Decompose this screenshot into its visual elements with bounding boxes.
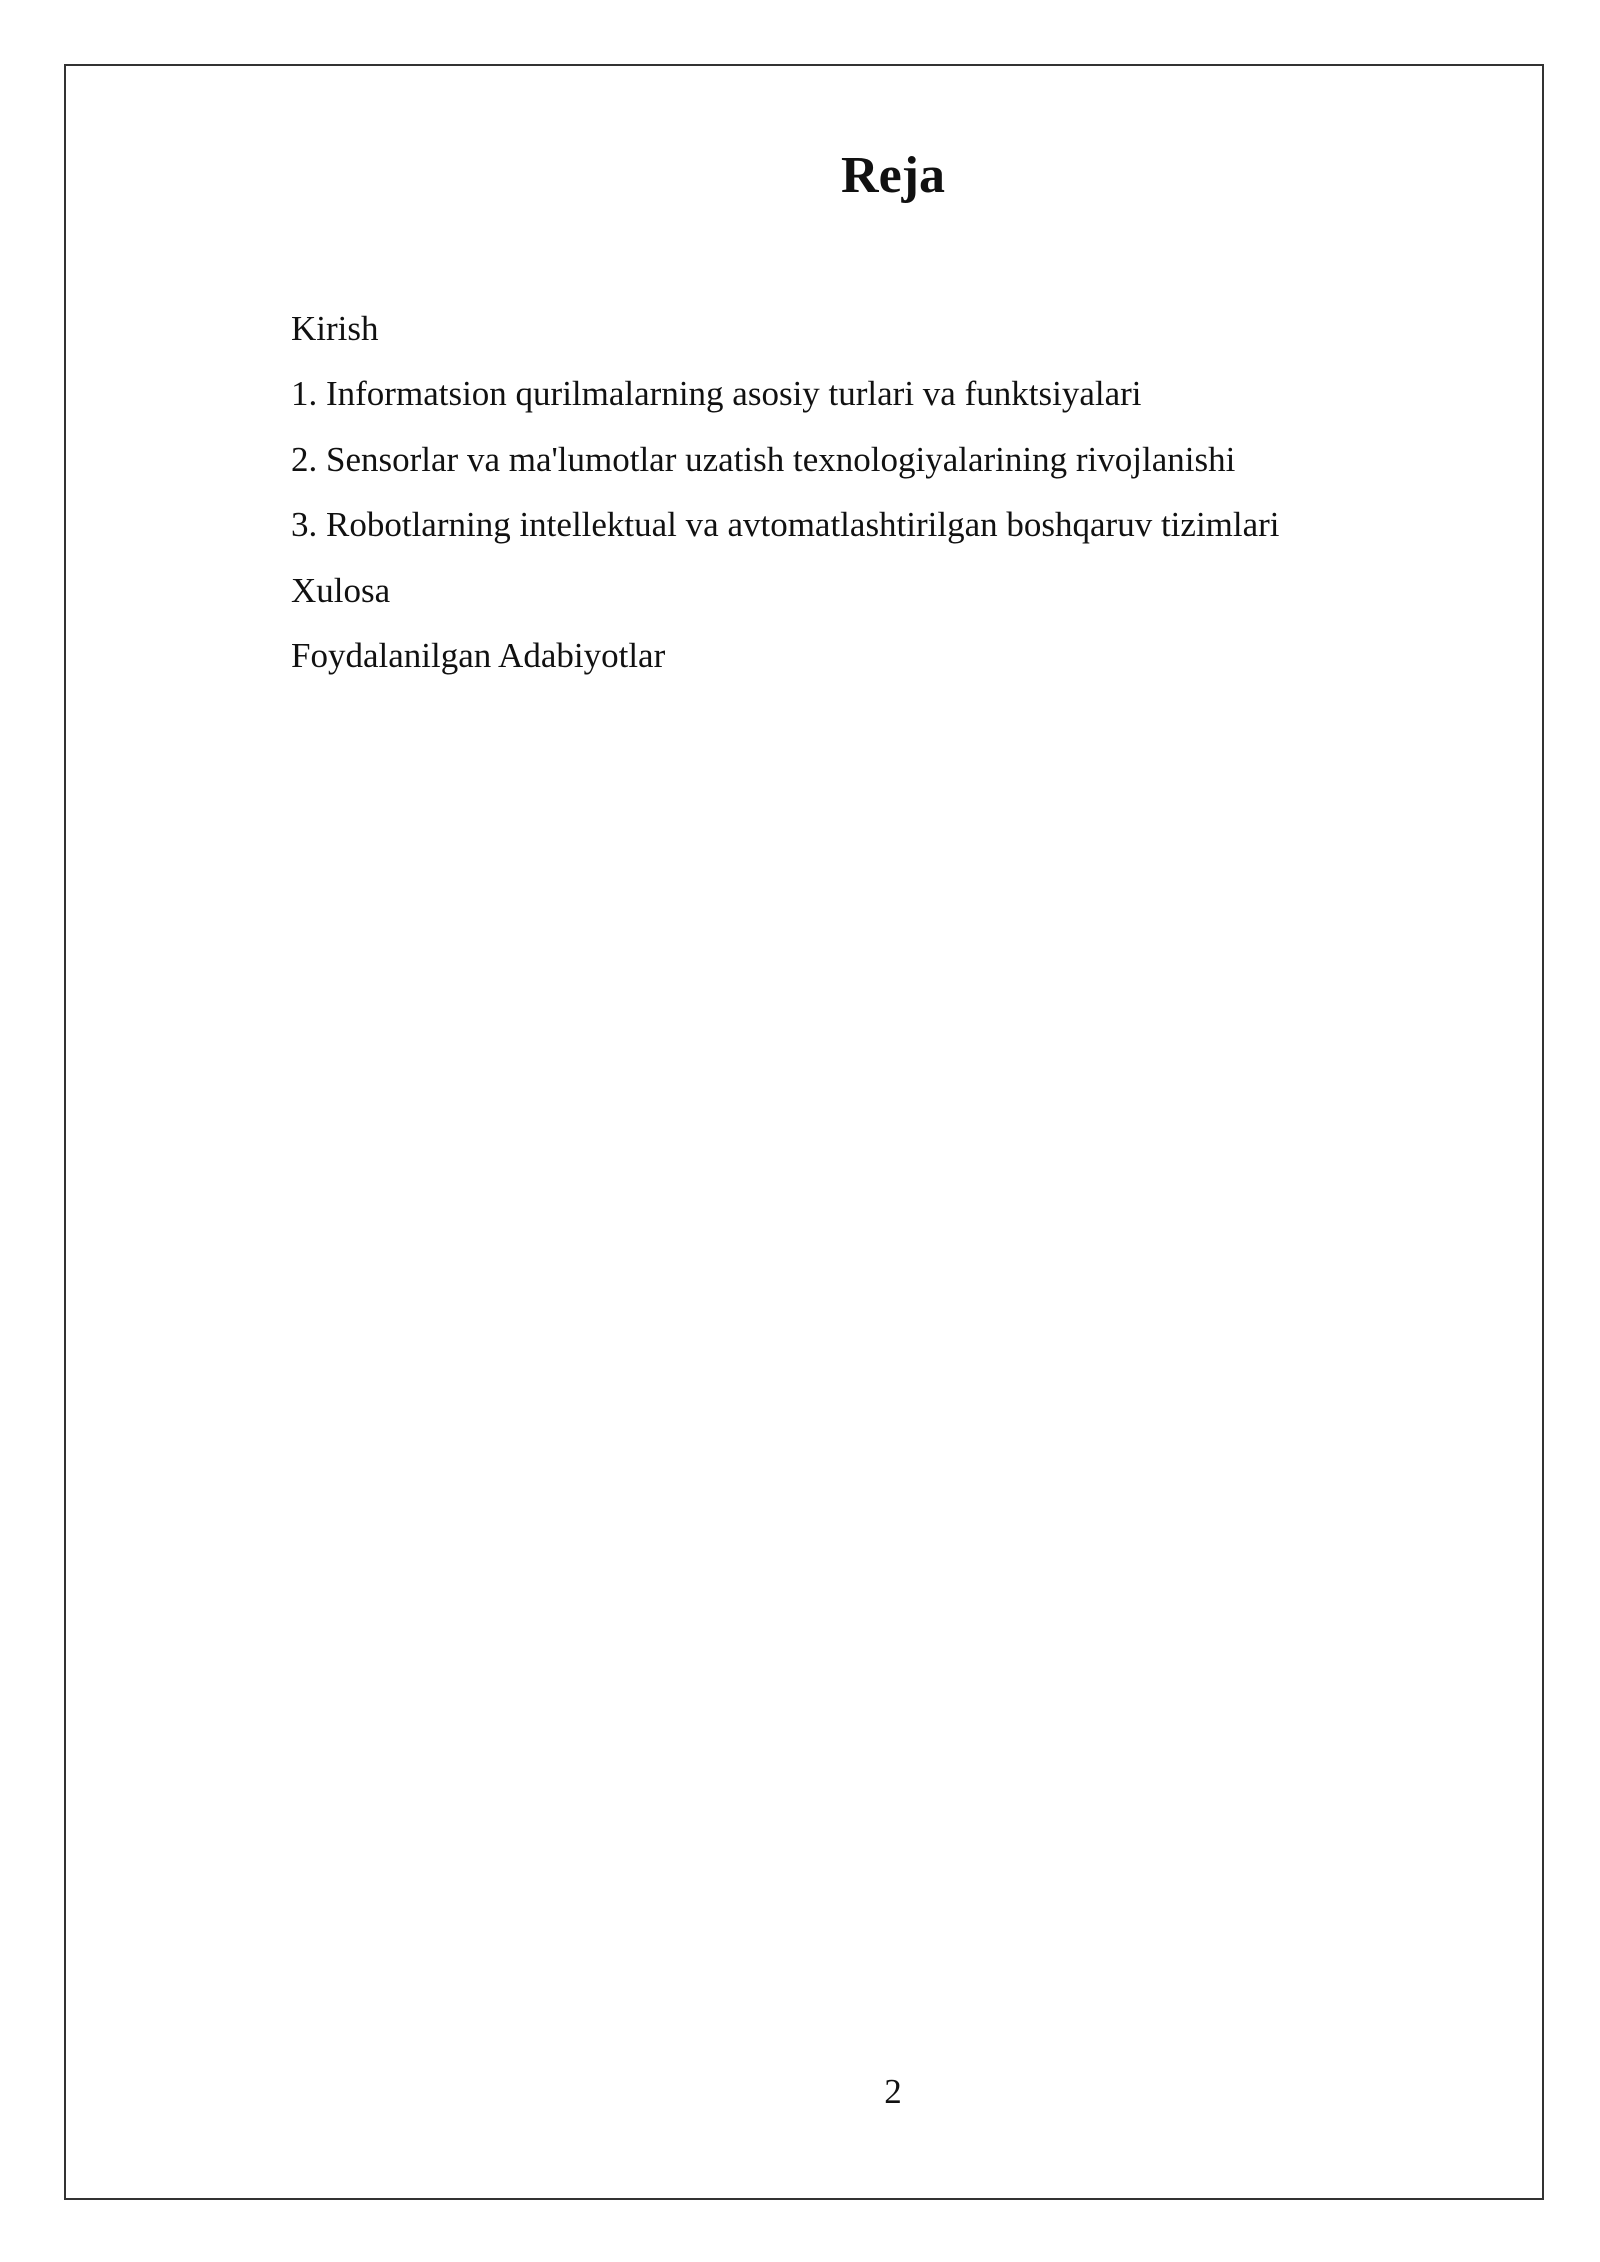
page-title: Reja: [841, 147, 945, 204]
toc-item-conclusion: Xulosa: [291, 570, 391, 610]
toc-item-chapter-3: 3. Robotlarning intellektual va avtomatlashtirilgan boshqaruv tizimlari: [291, 505, 1280, 545]
toc-item-chapter-1: 1. Informatsion qurilmalarning asosiy turlari va funktsiyalari: [291, 374, 1142, 414]
toc-item-chapter-2: 2. Sensorlar va ma'lumotlar uzatish texnologiyalarining rivojlanishi: [291, 439, 1236, 479]
page-number: 2: [884, 2072, 902, 2111]
toc-item-introduction: Kirish: [291, 309, 379, 348]
toc-item-references: Foydalanilgan Adabiyotlar: [291, 636, 666, 676]
table-of-contents: [291, 296, 1280, 688]
